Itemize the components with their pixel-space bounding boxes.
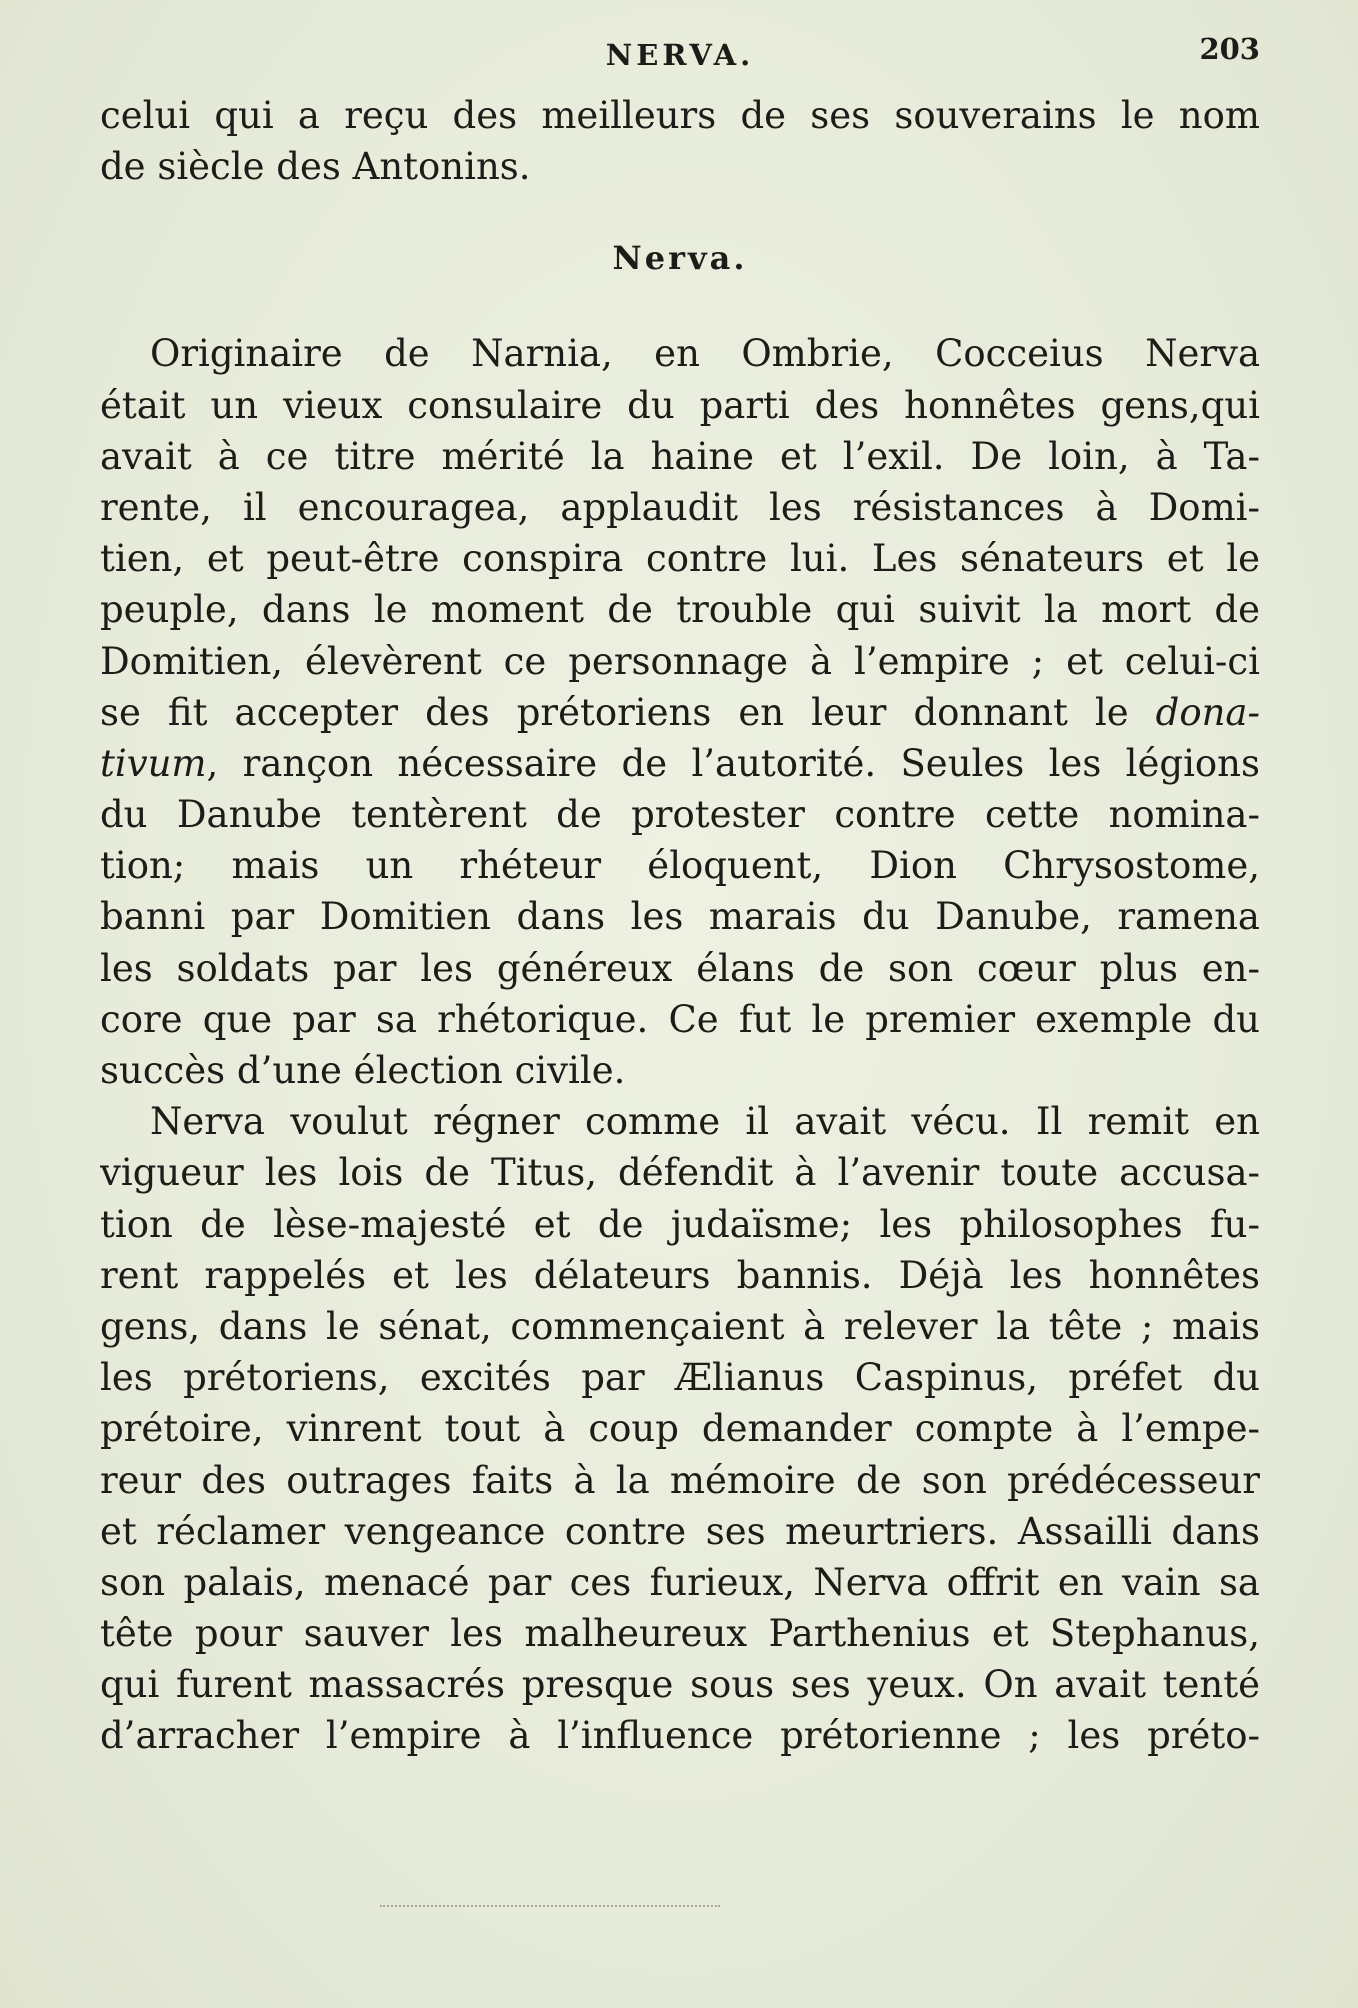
text-line: gens, dans le sénat, commençaient à relever la tête ; mais	[100, 1304, 1260, 1348]
text-line: prétoire, vinrent tout à coup demander compte à l’empe-	[100, 1407, 1260, 1451]
text-segment: se fit accepter des prétoriens en leur donnant le	[100, 690, 1129, 734]
text-line: d’arracher l’empire à l’influence prétorienne ; les préto-	[100, 1714, 1260, 1758]
text-line: reur des outrages faits à la mémoire de son prédécesseur	[100, 1458, 1260, 1502]
text-line: Domitien, élevèrent ce personnage à l’empire ; et celui-ci	[100, 639, 1260, 683]
intro-paragraph	[100, 90, 1260, 192]
text-line: les prétoriens, excités par Ælianus Caspinus, préfet du	[100, 1356, 1260, 1400]
paragraph-1	[100, 328, 1260, 1096]
paragraph-2	[100, 1096, 1260, 1761]
text-line: core que par sa rhétorique. Ce fut le premier exemple du	[100, 997, 1260, 1041]
text-line: Originaire de Narnia, en Ombrie, Cocceius Nerva	[150, 332, 1260, 376]
text-line: vigueur les lois de Titus, défendit à l’avenir toute accusa-	[100, 1151, 1260, 1195]
text-line: tion; mais un rhéteur éloquent, Dion Chrysostome,	[100, 844, 1260, 888]
text-line: rente, il encouragea, applaudit les résistances à Domi-	[100, 485, 1260, 529]
text-line-with-italic	[100, 687, 1260, 738]
text-line: du Danube tentèrent de protester contre cette nomina-	[100, 793, 1260, 837]
italic-word: tivum	[100, 741, 207, 785]
running-head	[100, 32, 1260, 82]
text-line-with-italic	[100, 738, 1260, 789]
text-line: rent rappelés et les délateurs bannis. Déjà les honnêtes	[100, 1253, 1260, 1297]
italic-word: dona-	[1155, 690, 1260, 734]
section-heading: Nerva.	[612, 239, 748, 278]
text-line: était un vieux consulaire du parti des honnêtes gens,qui	[100, 383, 1260, 427]
text-segment: , rançon nécessaire de l’autorité. Seules les légions	[206, 741, 1260, 785]
text-line: avait à ce titre mérité la haine et l’exil. De loin, à Ta-	[100, 434, 1260, 478]
text-line: banni par Domitien dans les marais du Danube, ramena	[100, 895, 1260, 939]
text-line: tête pour sauver les malheureux Parthenius et Stephanus,	[100, 1612, 1260, 1656]
text-line: de siècle des Antonins.	[100, 145, 531, 189]
text-line: qui furent massacrés presque sous ses yeux. On avait tenté	[100, 1663, 1260, 1707]
text-line: succès d’une élection civile.	[100, 1049, 626, 1092]
text-line: celui qui a reçu des meilleurs de ses souverains le nom	[100, 94, 1260, 137]
text-line: son palais, menacé par ces furieux, Nerva offrit en vain sa	[100, 1560, 1260, 1604]
text-line: tien, et peut-être conspira contre lui. Les sénateurs et le	[100, 537, 1260, 581]
text-block	[100, 90, 1260, 1762]
page-number: 203	[1199, 32, 1260, 66]
text-line: les soldats par les généreux élans de son cœur plus en-	[100, 946, 1260, 990]
running-title: NERVA.	[605, 38, 755, 72]
text-line: Nerva voulut régner comme il avait vécu. Il remit en	[150, 1100, 1260, 1144]
print-marks	[380, 1905, 720, 1917]
text-line: peuple, dans le moment de trouble qui suivit la mort de	[100, 588, 1260, 632]
text-line: tion de lèse-majesté et de judaïsme; les philosophes fu-	[100, 1202, 1260, 1246]
text-line: et réclamer vengeance contre ses meurtriers. Assailli dans	[100, 1509, 1260, 1553]
